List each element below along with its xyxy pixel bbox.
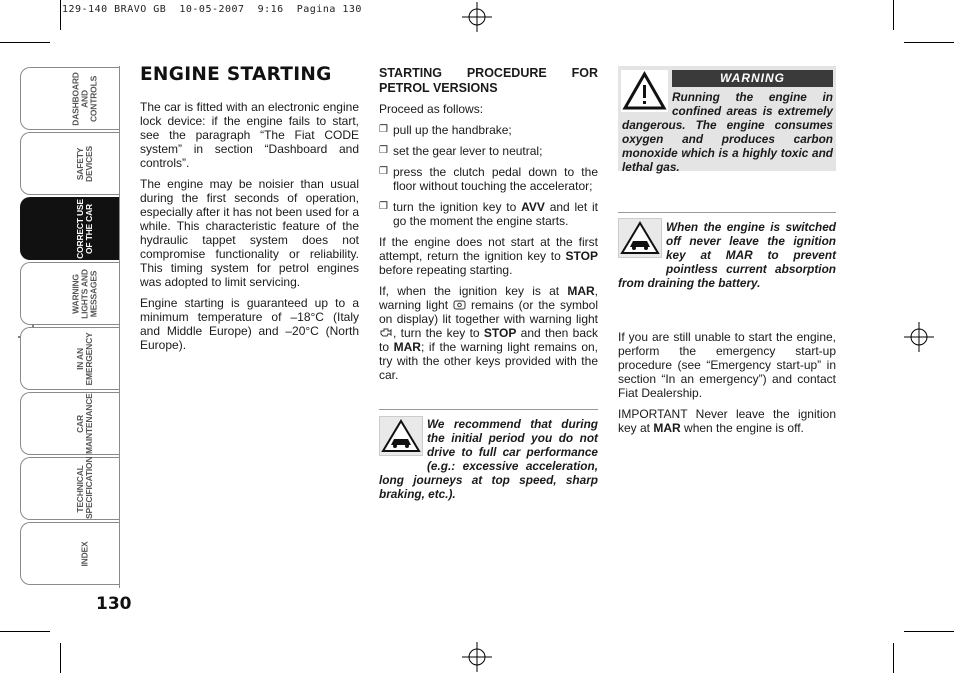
step-gear-neutral: ❐ set the gear lever to neutral; <box>379 144 598 158</box>
note-battery: When the engine is switched off never leave the ignition key at MAR to prevent pointless current absorption from draining the battery. <box>618 220 836 290</box>
page-title: ENGINE STARTING <box>140 64 332 85</box>
column-3-body <box>618 330 836 442</box>
print-header: 129-140 BRAVO GB 10-05-2007 9:16 Pagina 130 <box>62 4 362 15</box>
step-ignition-key: ❐ turn the ignition key to AVV and let it go the moment the engine starts. <box>379 200 598 228</box>
intro-text: Proceed as follows: <box>379 102 484 116</box>
paragraph-retry: If the engine does not start at the first attempt, return the ignition key to STOP before repeating starting. <box>379 235 598 277</box>
tab-correct-use-of-the-car[interactable] <box>20 197 119 260</box>
section-heading: STARTING PROCEDURE FOR PETROL VERSIONS <box>379 66 598 95</box>
fiat-code-icon <box>453 299 466 310</box>
tab-safety-devices[interactable] <box>20 132 119 195</box>
tab-label: DASHBOARD AND CONTROLS <box>70 71 99 126</box>
tab-car-maintenance[interactable] <box>20 392 119 455</box>
paragraph-emergency-start: If you are still unable to start the engine, perform the emergency start-up procedure (see “Emergency start-up” in section “In an emergency”) and contact Fiat Dealership. <box>618 330 836 400</box>
tab-label: CORRECT USE OF THE CAR <box>75 198 94 259</box>
tab-in-an-emergency[interactable] <box>20 327 119 390</box>
tab-label: TECHNICAL SPECIFICATION <box>75 456 94 519</box>
tab-label: WARNING LIGHTS AND MESSAGES <box>70 268 99 319</box>
tab-dashboard-and-controls[interactable] <box>20 67 119 130</box>
column-1 <box>140 100 359 359</box>
engine-fault-icon <box>379 327 393 338</box>
note-divider-2 <box>618 212 836 213</box>
paragraph-important: IMPORTANT Never leave the ignition key at MAR when the engine is off. <box>618 407 836 435</box>
note-divider <box>379 409 598 410</box>
paragraph-warning-light: If, when the ignition key is at MAR, warning light remains (or the symbol on display) lit together with warning light , turn the key to STOP and then back to MAR; if the warning light remains on, try with the other keys provided with the car. <box>379 284 599 382</box>
tab-warning-lights-and-messages[interactable] <box>20 262 119 325</box>
column-2 <box>379 66 598 389</box>
tab-label: IN AN EMERGENCY <box>75 332 94 385</box>
tab-technical-specification[interactable] <box>20 457 119 520</box>
paragraph-engine-noise: The engine may be noisier than usual during the first seconds of operation, especially after it has not been used for a while. This characteristic feature of the hydraulic tappet system does not compromise functionality or reliability. This timing system for petrol engines was adopted to limit servicing. <box>140 177 359 289</box>
registration-mark-top <box>462 2 492 32</box>
page-number: 130 <box>96 594 132 614</box>
tab-label: INDEX <box>79 541 90 566</box>
note-performance: We recommend that during the initial period you do not drive to full car performance (e.g.: excessive acceleration, long journeys at top speed, sharp braking, etc.). <box>379 417 598 501</box>
tab-index[interactable] <box>20 522 119 585</box>
paragraph-electronic-lock: The car is fitted with an electronic engine lock device: if the engine fails to start, see the paragraph “The Fiat CODE system” in section “Dashboard and controls”. <box>140 100 359 170</box>
warning-text: Running the engine in confined areas is extremely dangerous. The engine consumes oxygen and produces carbon monoxide which is a highly toxic and lethal gas. <box>622 90 833 174</box>
registration-mark-bottom <box>462 642 492 672</box>
tab-label: CAR MAINTENANCE <box>75 392 94 454</box>
tab-rail <box>119 66 120 588</box>
warning-label: WARNING <box>672 70 833 87</box>
step-handbrake: ❐ pull up the handbrake; <box>379 123 598 137</box>
paragraph-temperature: Engine starting is guaranteed up to a minimum temperature of –18°C (Italy and Middle Europe) and –20°C (North Europe). <box>140 296 359 352</box>
tab-label: SAFETY DEVICES <box>75 145 94 182</box>
registration-mark-right <box>904 322 934 352</box>
step-clutch: ❐ press the clutch pedal down to the floor without touching the accelerator; <box>379 165 598 193</box>
